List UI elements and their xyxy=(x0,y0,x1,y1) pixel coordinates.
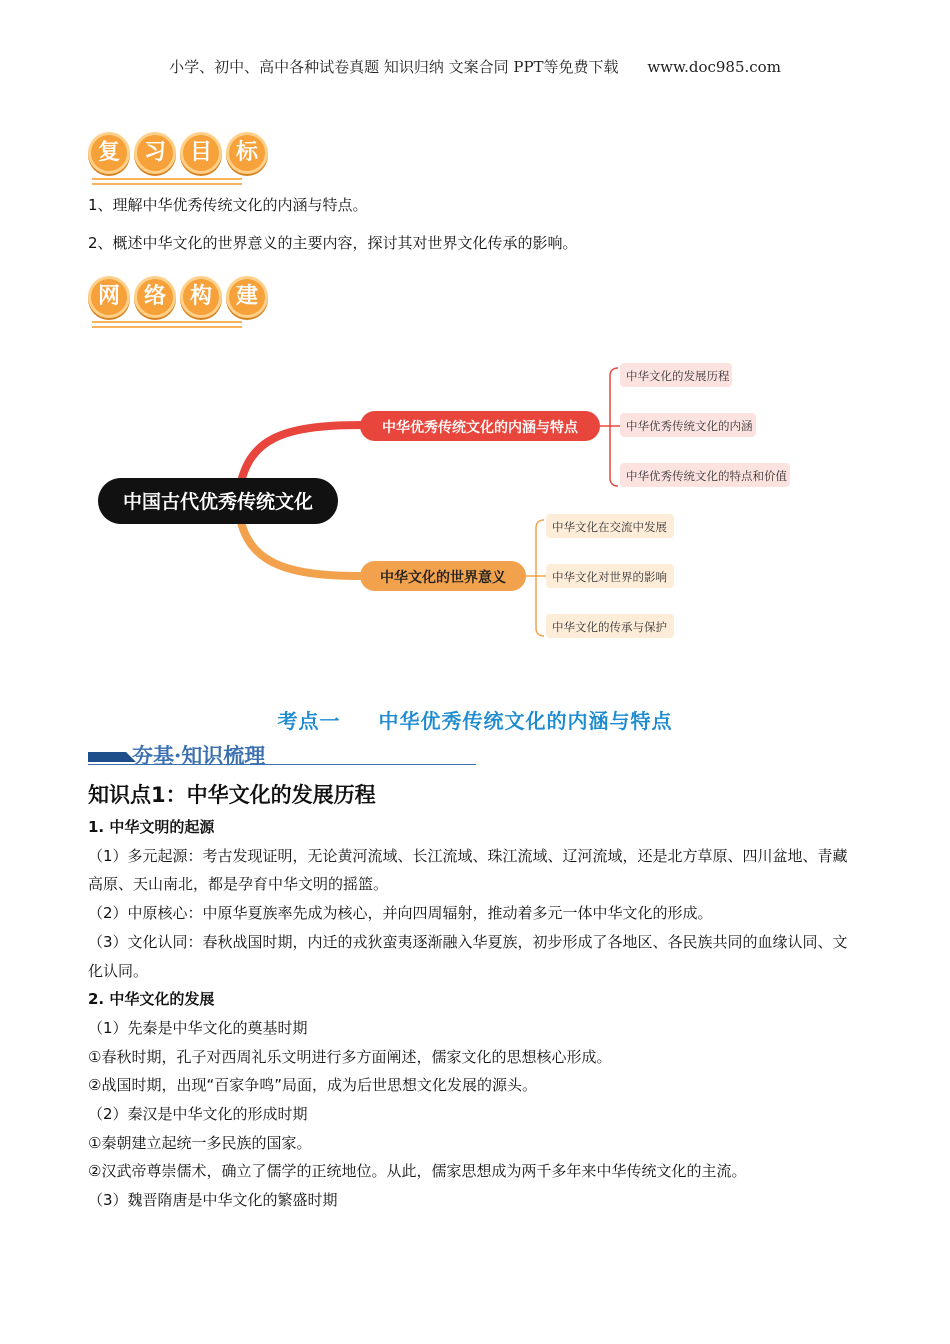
exam-point-title xyxy=(0,705,950,734)
header-url[interactable]: www.doc985.com xyxy=(647,58,781,76)
branch1-bracket xyxy=(600,368,620,486)
badge-char: 标 xyxy=(226,132,268,174)
branch2-connector xyxy=(240,518,362,576)
badge-underline xyxy=(92,321,242,328)
content-paragraph: （1）先秦是中华文化的奠基时期 xyxy=(88,1018,308,1037)
content-paragraph: （1）多元起源：考古发现证明，无论黄河流域、长江流域、珠江流域、辽河流域，还是北方草原、四川盆地、青藏高原、天山南北，都是孕育中华文明的摇篮。 xyxy=(88,846,848,894)
branch2-child-label: 中华文化对世界的影响 xyxy=(552,570,667,584)
content-heading: 2. 中华文化的发展 xyxy=(88,990,215,1009)
content-paragraph: ①春秋时期，孔子对西周礼乐文明进行多方面阐述，儒家文化的思想核心形成。 xyxy=(88,1047,612,1066)
knowledge-point-title: 知识点1：中华文化的发展历程 xyxy=(88,783,376,807)
review-goals-badge xyxy=(88,132,268,174)
content-paragraph: （3）魏晋隋唐是中华文化的繁盛时期 xyxy=(88,1191,338,1210)
page-header xyxy=(0,56,950,77)
section-banner xyxy=(88,742,476,768)
content-paragraph: （2）秦汉是中华文化的形成时期 xyxy=(88,1105,308,1124)
content-paragraph: ①秦朝建立起统一多民族的国家。 xyxy=(88,1133,312,1152)
branch1-connector xyxy=(240,425,362,486)
branch1-child-label: 中华优秀传统文化的特点和价值 xyxy=(626,469,787,483)
badge-char: 目 xyxy=(180,132,222,174)
mind-map xyxy=(90,350,810,650)
content-heading: 1. 中华文明的起源 xyxy=(88,818,215,836)
badge-underline xyxy=(92,178,242,185)
badge-char: 复 xyxy=(88,132,130,174)
exam-point-label: 考点一 xyxy=(277,709,341,733)
network-badge xyxy=(88,276,268,318)
content-paragraph: （3）文化认同：春秋战国时期，内迁的戎狄蛮夷逐渐融入华夏族，初步形成了各地区、各民族共同的血缘认同、文化认同。 xyxy=(88,932,848,980)
branch2-label: 中华文化的世界意义 xyxy=(380,570,506,586)
branch2-bracket xyxy=(526,520,546,636)
content-paragraph: （2）中原核心：中原华夏族率先成为核心，并向四周辐射，推动着多元一体中华文化的形成。 xyxy=(88,904,713,923)
branch2-child-label: 中华文化的传承与保护 xyxy=(552,620,667,634)
header-text: 小学、初中、高中各种试卷真题 知识归纳 文案合同 PPT等免费下载 xyxy=(169,58,619,76)
branch1-child-label: 中华文化的发展历程 xyxy=(626,369,730,383)
badge-char: 构 xyxy=(180,276,222,318)
goal-item: 1、理解中华优秀传统文化的内涵与特点。 xyxy=(88,196,368,214)
branch1-label: 中华优秀传统文化的内涵与特点 xyxy=(382,420,578,436)
banner-label: 夯基·知识梳理 xyxy=(132,743,266,768)
root-label: 中国古代优秀传统文化 xyxy=(122,491,314,513)
exam-point-text: 中华优秀传统文化的内涵与特点 xyxy=(378,709,673,733)
badge-char: 习 xyxy=(134,132,176,174)
content-paragraph: ②汉武帝尊崇儒术，确立了儒学的正统地位。从此，儒家思想成为两千多年来中华传统文化的主流。 xyxy=(88,1162,747,1181)
goal-item: 2、概述中华文化的世界意义的主要内容，探讨其对世界文化传承的影响。 xyxy=(88,234,578,252)
branch1-child-label: 中华优秀传统文化的内涵 xyxy=(626,419,753,433)
content-paragraph: ②战国时期，出现“百家争鸣”局面，成为后世思想文化发展的源头。 xyxy=(88,1076,537,1095)
badge-char: 络 xyxy=(134,276,176,318)
badge-char: 网 xyxy=(88,276,130,318)
branch2-child-label: 中华文化在交流中发展 xyxy=(552,520,667,534)
badge-char: 建 xyxy=(226,276,268,318)
content-body xyxy=(88,813,858,1215)
